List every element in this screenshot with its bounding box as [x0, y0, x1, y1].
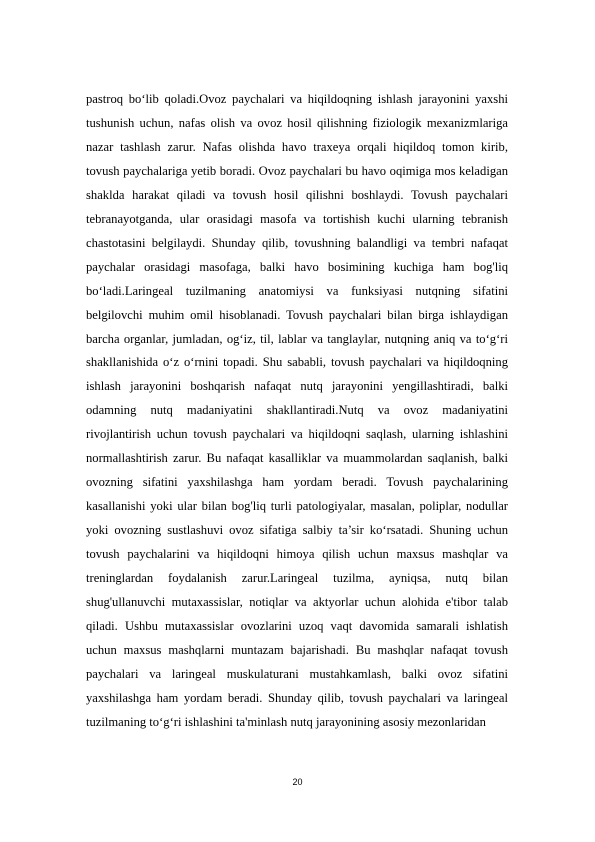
page-number: 20 [292, 777, 303, 787]
body-paragraph: pastroq bo‘lib qoladi.Ovoz paychalari va hiqildoqning ishlash jarayonini yaxshi tushunish uchun, nafas olish va ovoz hosil qilishning fiziologik mexanizmlariga nazar tashlash zarur. Nafas olishda havo traxeya orqali hiqildoq tomon kirib, tovush paychalariga yetib boradi. Ovoz paychalari bu havo oqimiga mos keladigan shaklda harakat qiladi va tovush hosil qilishni boshlaydi. Tovush paychalari tebranayotganda, ular orasidagi masofa va tortishish kuchi ularning tebranish chastotasini belgilaydi. Shunday qilib, tovushning balandligi va tembri nafaqat paychalar orasidagi masofaga, balki havo bosimining kuchiga ham bog'liq bo‘ladi.Laringeal tuzilmaning anatomiysi va funksiyasi nutqning sifatini belgilovchi muhim omil hisoblanadi. Tovush paychalari bilan birga ishlaydigan barcha organlar, jumladan, og‘iz, til, lablar va tanglaylar, nutqning aniq va to‘g‘ri shakllanishida o‘z o‘rnini topadi. Shu sababli, tovush paychalari va hiqildoqning ishlash jarayonini boshqarish nafaqat nutq jarayonini yengillashtiradi, balki odamning nutq madaniyatini shakllantiradi.Nutq va ovoz madaniyatini rivojlantirish uchun tovush paychalari va hiqildoqni saqlash, ularning ishlashini normallashtirish zarur. Bu nafaqat kasalliklar va muammolardan saqlanish, balki ovozning sifatini yaxshilashga ham yordam beradi. Tovush paychalarining kasallanishi yoki ular bilan bog'liq turli patologiyalar, masalan, poliplar, nodullar yoki ovozning sustlashuvi ovoz sifatiga salbiy ta’sir ko‘rsatadi. Shuning uchun tovush paychalarini va hiqildoqni himoya qilish uchun maxsus mashqlar va treninglardan foydalanish zarur.Laringeal tuzilma, ayniqsa, nutq bilan shug'ullanuvchi mutaxassislar, notiqlar va aktyorlar uchun alohida e'tibor talab qiladi. Ushbu mutaxassislar ovozlarini uzoq vaqt davomida samarali ishlatish uchun maxsus mashqlarni muntazam bajarishadi. Bu mashqlar nafaqat tovush paychalari va laringeal muskulaturani mustahkamlash, balki ovoz sifatini yaxshilashga ham yordam beradi. Shunday qilib, tovush paychalari va laringeal tuzilmaning to‘g‘ri ishlashini ta'minlash nutq jarayonining asosiy mezonlaridan [86, 92, 508, 729]
